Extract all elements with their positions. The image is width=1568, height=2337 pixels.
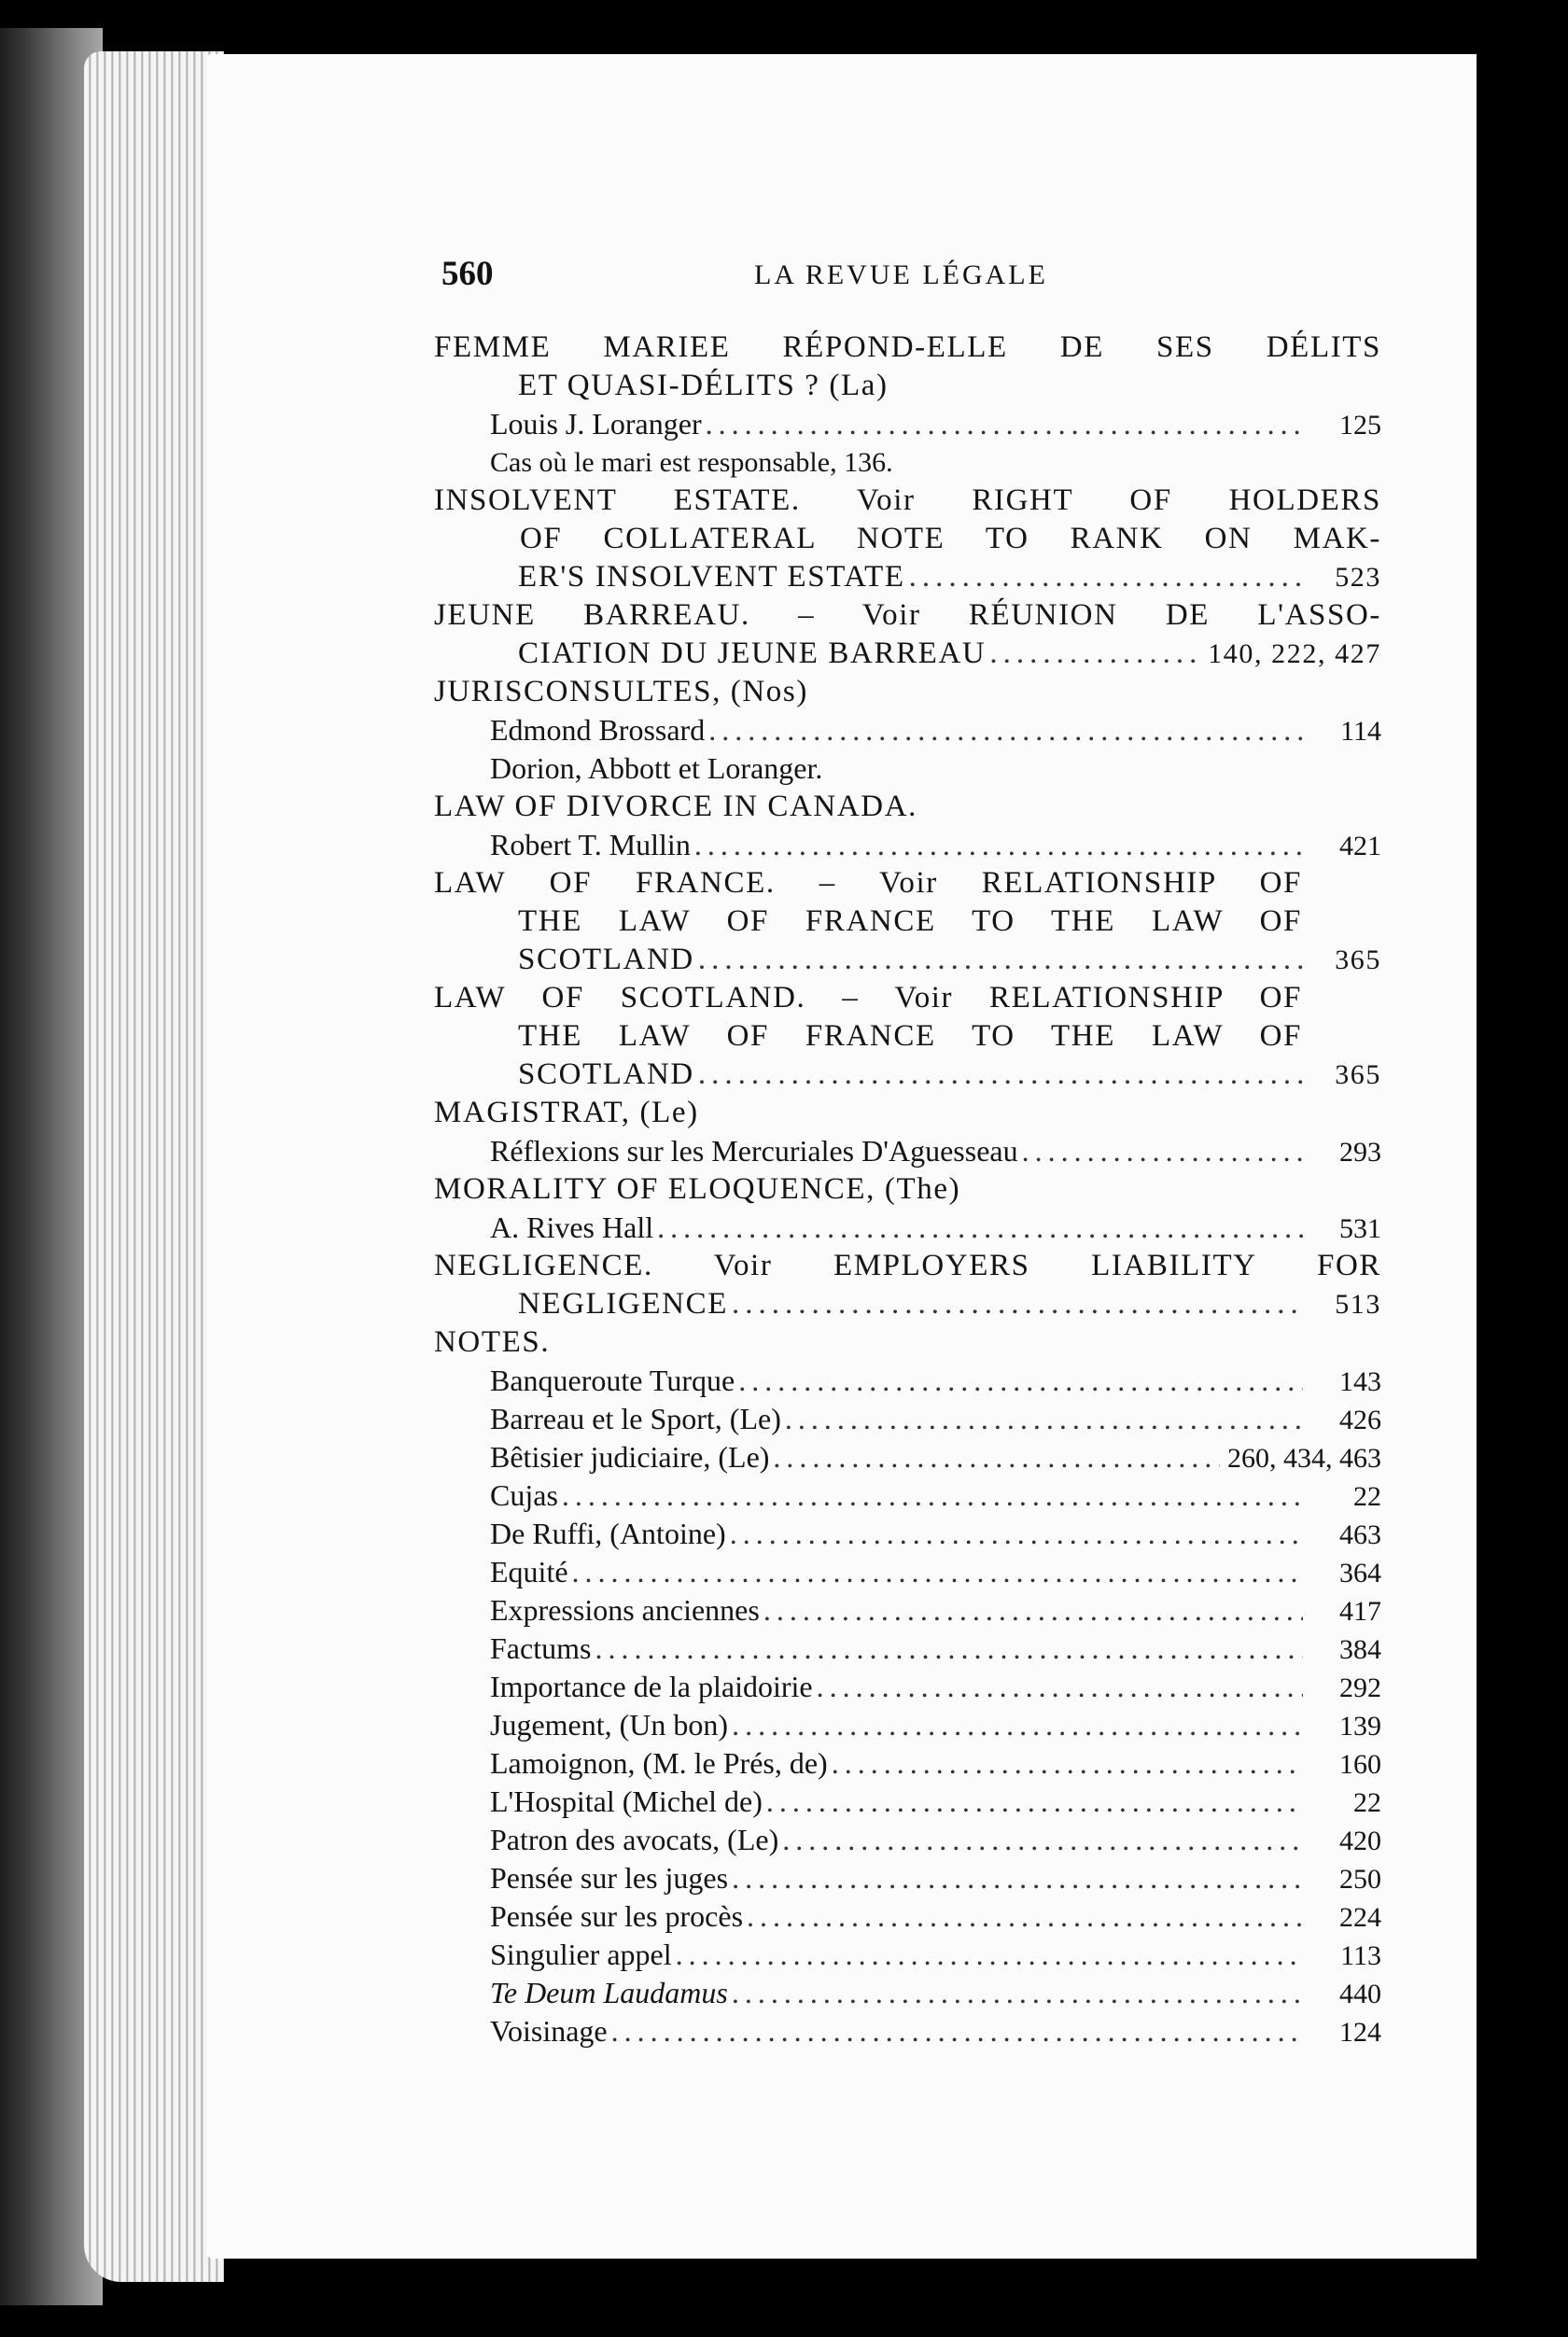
entry-heading-cont: THE LAW OF FRANCE TO THE LAW OF	[518, 1019, 1302, 1053]
index-entry	[434, 1209, 1381, 1247]
leader-dots	[611, 2012, 1303, 2050]
leader-dots	[763, 1591, 1303, 1630]
entry-note: Cas où le mari est responsable, 136.	[490, 447, 893, 478]
notes-item-title: Factums	[490, 1631, 592, 1665]
entry-heading-cont: NEGLIGENCE	[518, 1287, 728, 1321]
notes-item-title: Pensée sur les procès	[490, 1899, 744, 1933]
notes-item	[434, 1974, 1381, 2012]
notes-item	[434, 1706, 1381, 1744]
notes-item-page: 426	[1339, 1405, 1381, 1435]
notes-item	[434, 1936, 1381, 1974]
notes-item-title: Lamoignon, (M. le Prés, de)	[490, 1746, 828, 1780]
notes-item-title: Importance de la plaidoirie	[490, 1670, 813, 1703]
notes-item	[434, 1515, 1381, 1553]
entry-author: Robert T. Mullin	[490, 828, 691, 861]
notes-item	[434, 1630, 1381, 1668]
notes-item-page: 224	[1339, 1902, 1381, 1933]
notes-item-page: 139	[1339, 1711, 1381, 1742]
notes-item-title: Jugement, (Un bon)	[490, 1708, 729, 1742]
index-entry	[434, 941, 1381, 979]
entry-heading-cont: ER'S INSOLVENT ESTATE	[518, 560, 905, 594]
entry-author: A. Rives Hall	[490, 1210, 654, 1244]
entry-page: 114	[1340, 716, 1381, 747]
notes-item-page: 260, 434, 463	[1227, 1443, 1381, 1474]
entry-author: Edmond Brossard	[490, 713, 706, 747]
notes-item-title: De Ruffi, (Antoine)	[490, 1517, 726, 1550]
entry-author: Louis J. Loranger	[490, 407, 702, 441]
notes-item-page: 364	[1339, 1558, 1381, 1588]
notes-item	[434, 1400, 1381, 1438]
notes-item-page: 113	[1340, 1940, 1381, 1971]
notes-item	[434, 1438, 1381, 1476]
notes-item-page: 160	[1339, 1749, 1381, 1780]
entry-page: 365	[1335, 945, 1381, 975]
leader-dots	[989, 635, 1200, 673]
leader-dots	[562, 1476, 1303, 1515]
leader-dots	[732, 1285, 1303, 1323]
leader-dots	[676, 1936, 1303, 1974]
notes-item	[434, 1553, 1381, 1591]
leader-dots	[732, 1706, 1303, 1744]
notes-item-title: Banqueroute Turque	[490, 1364, 735, 1397]
index-entry	[434, 1132, 1381, 1170]
index-entry	[434, 1056, 1381, 1094]
notes-item	[434, 1783, 1381, 1821]
entry-page: 421	[1339, 831, 1381, 861]
entry-heading: LAW OF FRANCE. – Voir RELATIONSHIP OF	[434, 866, 1302, 900]
entry-heading-cont: SCOTLAND	[518, 943, 694, 976]
leader-dots	[732, 1859, 1303, 1897]
leader-dots	[738, 1362, 1303, 1400]
notes-item-page: 22	[1353, 1481, 1381, 1512]
leader-dots	[694, 826, 1303, 864]
notes-item-page: 417	[1339, 1596, 1381, 1627]
entry-heading: FEMME MARIEE RÉPOND-ELLE DE SES DÉLITS	[434, 330, 1381, 364]
index-entry	[434, 558, 1381, 596]
entry-page: 523	[1335, 562, 1381, 593]
entry-heading: NEGLIGENCE. Voir EMPLOYERS LIABILITY FOR	[434, 1249, 1381, 1282]
notes-item-title: Expressions anciennes	[490, 1593, 760, 1627]
notes-item-page: 124	[1339, 2017, 1381, 2048]
entry-heading: MORALITY OF ELOQUENCE, (The)	[434, 1172, 961, 1206]
notes-item-page: 22	[1353, 1787, 1381, 1818]
entry-heading: LAW OF DIVORCE IN CANADA.	[434, 790, 917, 823]
notes-item-title: Patron des avocats, (Le)	[490, 1823, 779, 1856]
entry-heading-cont: CIATION DU JEUNE BARREAU	[518, 637, 987, 670]
index-entry	[434, 1285, 1381, 1323]
index-entry	[434, 635, 1381, 673]
notes-item-title: Barreau et le Sport, (Le)	[490, 1402, 781, 1435]
entry-page: 293	[1339, 1137, 1381, 1168]
leader-dots	[766, 1783, 1303, 1821]
notes-item-page: 420	[1339, 1826, 1381, 1856]
page-fore-edge	[84, 51, 224, 2282]
entry-heading-cont: THE LAW OF FRANCE TO THE LAW OF	[518, 904, 1302, 938]
notes-item	[434, 1476, 1381, 1515]
leader-dots	[747, 1897, 1303, 1936]
leader-dots	[698, 941, 1303, 979]
entry-page: 125	[1339, 410, 1381, 441]
notes-item-title: Cujas	[490, 1478, 558, 1512]
leader-dots	[782, 1821, 1303, 1859]
leader-dots	[732, 1974, 1303, 2012]
notes-item	[434, 1744, 1381, 1783]
leader-dots	[657, 1209, 1303, 1247]
entry-heading: MAGISTRAT, (Le)	[434, 1096, 699, 1129]
notes-item-page: 440	[1339, 1979, 1381, 2009]
entry-heading-cont: ET QUASI-DÉLITS ? (La)	[518, 369, 889, 402]
notes-item	[434, 1591, 1381, 1630]
leader-dots	[595, 1630, 1303, 1668]
index-list	[434, 329, 1381, 2050]
entry-page: 140, 222, 427	[1208, 638, 1381, 669]
entry-author: Dorion, Abbott et Loranger.	[490, 751, 823, 785]
entry-subtitle: Réflexions sur les Mercuriales D'Aguesseau	[490, 1134, 1018, 1168]
entry-heading: LAW OF SCOTLAND. – Voir RELATIONSHIP OF	[434, 981, 1302, 1015]
entry-heading: INSOLVENT ESTATE. Voir RIGHT OF HOLDERS	[434, 483, 1381, 517]
notes-list	[434, 1362, 1381, 2050]
notes-item-page: 384	[1339, 1634, 1381, 1665]
index-entry	[434, 711, 1381, 749]
notes-item-title: Singulier appel	[490, 1938, 672, 1971]
entry-page: 531	[1339, 1213, 1381, 1244]
notes-item-title: L'Hospital (Michel de)	[490, 1784, 763, 1818]
notes-item-title: Te Deum Laudamus	[490, 1976, 728, 2009]
index-entry	[434, 405, 1381, 443]
notes-item	[434, 1821, 1381, 1859]
leader-dots	[832, 1744, 1303, 1783]
notes-item	[434, 1897, 1381, 1936]
entry-page: 365	[1335, 1059, 1381, 1090]
notes-item-title: Voisinage	[490, 2014, 608, 2048]
notes-item-page: 250	[1339, 1864, 1381, 1895]
leader-dots	[785, 1400, 1303, 1438]
leader-dots	[909, 558, 1303, 596]
notes-item	[434, 2012, 1381, 2050]
page-number: 560	[441, 255, 494, 293]
notes-item	[434, 1362, 1381, 1400]
notes-item-title: Pensée sur les juges	[490, 1861, 729, 1895]
leader-dots	[1022, 1132, 1303, 1170]
entry-heading-cont: OF COLLATERAL NOTE TO RANK ON MAK-	[520, 522, 1381, 555]
entry-heading-cont: SCOTLAND	[518, 1057, 694, 1091]
notes-item-title: Equité	[490, 1555, 568, 1588]
leader-dots	[698, 1056, 1303, 1094]
leader-dots	[730, 1515, 1303, 1553]
notes-item-title: Bêtisier judiciaire, (Le)	[490, 1440, 770, 1474]
leader-dots	[706, 405, 1303, 443]
notes-item-page: 292	[1339, 1672, 1381, 1703]
index-entry	[434, 826, 1381, 864]
notes-item-page: 463	[1339, 1519, 1381, 1550]
leader-dots	[817, 1668, 1303, 1706]
entry-heading: JEUNE BARREAU. – Voir RÉUNION DE L'ASSO-	[434, 598, 1381, 632]
notes-item-page: 143	[1339, 1366, 1381, 1397]
notes-heading: NOTES.	[434, 1325, 551, 1359]
entry-page: 513	[1335, 1289, 1381, 1320]
notes-item	[434, 1859, 1381, 1897]
journal-title: LA REVUE LÉGALE	[754, 259, 1048, 290]
leader-dots	[773, 1438, 1220, 1476]
running-head	[441, 254, 1389, 299]
leader-dots	[572, 1553, 1303, 1591]
leader-dots	[708, 711, 1303, 749]
entry-heading: JURISCONSULTES, (Nos)	[434, 675, 808, 708]
notes-item	[434, 1668, 1381, 1706]
